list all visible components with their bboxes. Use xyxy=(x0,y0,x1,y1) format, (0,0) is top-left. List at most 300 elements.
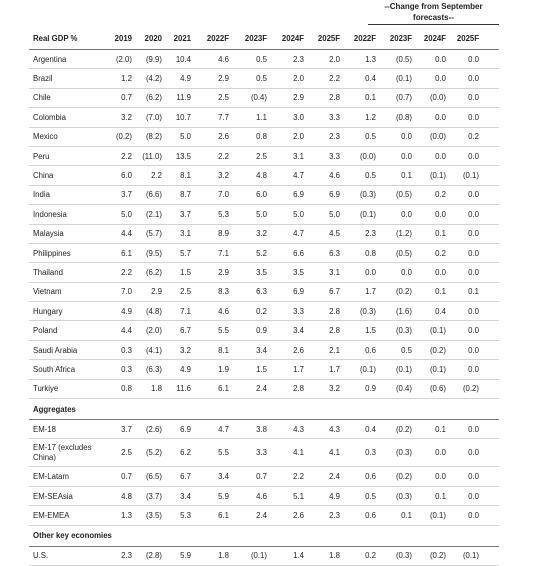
table-cell: 0.0 xyxy=(435,74,446,84)
row-label: Mexico xyxy=(33,132,58,142)
table-cell: 2.0 xyxy=(293,132,304,142)
table-cell: 1.5 xyxy=(256,364,267,374)
table-cell: 4.7 xyxy=(293,171,304,181)
table-cell: 0.6 xyxy=(365,472,376,482)
table-cell: 0.0 xyxy=(468,151,479,161)
table-cell: 6.0 xyxy=(256,190,267,200)
table-cell: (0.3) xyxy=(395,448,412,458)
table-cell: 0.1 xyxy=(365,93,376,103)
table-cell: 5.9 xyxy=(218,491,229,501)
table-cell: 2.2 xyxy=(218,151,229,161)
table-cell: (0.6) xyxy=(429,384,446,394)
table-cell: 2.1 xyxy=(329,345,340,355)
table-cell: (0.1) xyxy=(462,551,479,561)
table-cell: 11.9 xyxy=(176,93,191,103)
column-header-2025f: 2025F xyxy=(317,33,340,43)
table-cell: 0.4 xyxy=(435,306,446,316)
table-cell: 0.5 xyxy=(365,171,376,181)
table-row xyxy=(29,360,499,379)
table-cell: 5.2 xyxy=(256,248,267,258)
table-cell: 5.9 xyxy=(180,551,191,561)
row-label: India xyxy=(33,190,50,200)
table-cell: 6.1 xyxy=(218,384,229,394)
section-header-row xyxy=(29,526,499,547)
table-cell: 0.0 xyxy=(468,326,479,336)
table-cell: (0.1) xyxy=(429,510,446,520)
table-cell: (0.1) xyxy=(429,364,446,374)
table-cell: (5.2) xyxy=(145,448,162,458)
table-cell: 0.9 xyxy=(256,326,267,336)
table-cell: (0.3) xyxy=(395,326,412,336)
table-cell: (0.8) xyxy=(395,112,412,122)
table-row xyxy=(29,147,499,166)
table-cell: (0.1) xyxy=(462,171,479,181)
table-cell: 0.0 xyxy=(468,510,479,520)
table-cell: (8.2) xyxy=(145,132,162,142)
table-cell: 3.1 xyxy=(329,267,340,277)
row-label: Argentina xyxy=(33,54,67,64)
table-cell: 3.3 xyxy=(329,112,340,122)
table-cell: 0.1 xyxy=(468,287,479,297)
table-cell: (2.0) xyxy=(115,54,132,64)
row-label: Poland xyxy=(33,326,58,336)
table-cell: 1.2 xyxy=(365,112,376,122)
table-cell: (5.7) xyxy=(145,229,162,239)
table-cell: 1.5 xyxy=(180,267,191,277)
table-row xyxy=(29,89,499,108)
table-cell: 5.5 xyxy=(218,326,229,336)
row-label: Malaysia xyxy=(33,229,64,239)
table-cell: (0.0) xyxy=(429,93,446,103)
row-label: Brazil xyxy=(33,74,53,84)
table-cell: 1.7 xyxy=(293,364,304,374)
table-cell: 3.4 xyxy=(180,491,191,501)
table-cell: (3.7) xyxy=(145,491,162,501)
table-cell: 2.6 xyxy=(293,510,304,520)
table-cell: 0.3 xyxy=(121,364,132,374)
table-cell: 2.5 xyxy=(121,448,132,458)
table-cell: (3.5) xyxy=(145,510,162,520)
table-cell: (6.2) xyxy=(145,267,162,277)
table-cell: 0.2 xyxy=(256,306,267,316)
table-cell: (4.8) xyxy=(145,306,162,316)
table-cell: 10.7 xyxy=(175,112,191,122)
table-cell: (0.5) xyxy=(395,190,412,200)
table-cell: 0.1 xyxy=(435,287,446,297)
table-cell: (0.1) xyxy=(395,74,412,84)
table-cell: (0.1) xyxy=(359,209,376,219)
table-cell: 6.9 xyxy=(329,190,340,200)
table-cell: (6.5) xyxy=(145,472,162,482)
table-cell: 0.2 xyxy=(468,132,479,142)
table-row xyxy=(29,380,499,399)
table-cell: 3.2 xyxy=(256,229,267,239)
table-row xyxy=(29,302,499,321)
table-row xyxy=(29,547,499,566)
table-cell: (0.1) xyxy=(429,326,446,336)
column-header-row xyxy=(29,27,499,50)
table-row xyxy=(29,166,499,185)
table-cell: 1.1 xyxy=(256,112,267,122)
table-cell: (0.1) xyxy=(359,364,376,374)
column-header-2024f: 2024F xyxy=(281,33,304,43)
table-cell: 2.9 xyxy=(293,93,304,103)
table-cell: (1.2) xyxy=(395,229,412,239)
row-label: China xyxy=(33,171,54,181)
table-body xyxy=(29,50,499,566)
table-cell: 4.8 xyxy=(121,491,132,501)
table-row xyxy=(29,205,499,224)
table-cell: (9.5) xyxy=(145,248,162,258)
table-cell: 2.8 xyxy=(329,93,340,103)
table-cell: 4.6 xyxy=(218,306,229,316)
table-cell: 0.6 xyxy=(365,345,376,355)
column-header-change-2025f: 2025F xyxy=(456,33,479,43)
table-cell: 0.0 xyxy=(401,209,412,219)
row-label: U.S. xyxy=(33,551,49,561)
table-cell: 2.0 xyxy=(329,54,340,64)
table-cell: 3.2 xyxy=(218,171,229,181)
table-cell: 0.6 xyxy=(365,510,376,520)
table-cell: 4.9 xyxy=(180,74,191,84)
table-cell: 0.0 xyxy=(468,93,479,103)
table-cell: 1.5 xyxy=(365,326,376,336)
table-cell: 3.7 xyxy=(121,424,132,434)
table-cell: 1.7 xyxy=(365,287,376,297)
table-cell: 3.3 xyxy=(293,306,304,316)
table-cell: 4.6 xyxy=(218,54,229,64)
table-cell: 0.8 xyxy=(256,132,267,142)
table-cell: 0.0 xyxy=(468,267,479,277)
table-cell: 0.5 xyxy=(401,345,412,355)
table-cell: 2.2 xyxy=(121,267,132,277)
table-cell: 7.0 xyxy=(121,287,132,297)
table-cell: 3.4 xyxy=(256,345,267,355)
table-cell: 4.8 xyxy=(256,171,267,181)
table-cell: 0.3 xyxy=(121,345,132,355)
table-cell: (0.5) xyxy=(395,248,412,258)
table-cell: (0.2) xyxy=(462,384,479,394)
change-header-band xyxy=(29,0,499,27)
section-label: Other key economies xyxy=(33,531,112,541)
table-cell: 1.3 xyxy=(365,54,376,64)
row-label: South Africa xyxy=(33,364,76,374)
table-cell: 0.8 xyxy=(365,248,376,258)
table-cell: 0.5 xyxy=(256,54,267,64)
table-row xyxy=(29,439,499,467)
column-header-change-2023f: 2023F xyxy=(389,33,412,43)
table-cell: 6.7 xyxy=(180,326,191,336)
row-label: Hungary xyxy=(33,306,63,316)
table-cell: 6.9 xyxy=(180,424,191,434)
table-cell: (7.0) xyxy=(145,112,162,122)
table-cell: (0.2) xyxy=(429,551,446,561)
table-cell: 0.2 xyxy=(435,248,446,258)
table-row xyxy=(29,506,499,525)
row-label: Vietnam xyxy=(33,287,62,297)
table-row xyxy=(29,420,499,439)
table-cell: 7.1 xyxy=(180,306,191,316)
table-cell: (0.1) xyxy=(429,171,446,181)
table-cell: 0.0 xyxy=(401,132,412,142)
table-row xyxy=(29,263,499,282)
table-cell: 2.5 xyxy=(256,151,267,161)
table-cell: 2.4 xyxy=(256,384,267,394)
table-cell: 0.0 xyxy=(468,472,479,482)
table-row xyxy=(29,467,499,486)
table-cell: 0.0 xyxy=(435,448,446,458)
table-cell: 3.1 xyxy=(180,229,191,239)
table-cell: 4.9 xyxy=(180,364,191,374)
table-cell: (0.0) xyxy=(359,151,376,161)
table-cell: (0.3) xyxy=(359,190,376,200)
table-cell: 8.9 xyxy=(218,229,229,239)
table-cell: 2.9 xyxy=(151,287,162,297)
table-cell: 0.1 xyxy=(435,491,446,501)
row-label: Thailand xyxy=(33,267,63,277)
table-row xyxy=(29,186,499,205)
table-cell: (0.3) xyxy=(395,491,412,501)
table-cell: 4.3 xyxy=(329,424,340,434)
row-label: EM-SEAsia xyxy=(33,491,73,501)
gdp-table xyxy=(29,0,499,566)
table-cell: (9.9) xyxy=(145,54,162,64)
row-label: Colombia xyxy=(33,112,66,122)
table-cell: 8.1 xyxy=(218,345,229,355)
table-cell: 4.6 xyxy=(329,171,340,181)
row-label: EM-17 (excludes China) xyxy=(33,442,92,462)
table-cell: 2.9 xyxy=(218,267,229,277)
table-cell: 0.0 xyxy=(468,424,479,434)
table-cell: 1.4 xyxy=(293,551,304,561)
table-cell: 6.9 xyxy=(293,287,304,297)
table-cell: 3.3 xyxy=(256,448,267,458)
column-header-2022f: 2022F xyxy=(206,33,229,43)
table-cell: 0.0 xyxy=(435,267,446,277)
table-cell: 0.3 xyxy=(365,448,376,458)
table-cell: 0.0 xyxy=(401,267,412,277)
table-cell: 4.4 xyxy=(121,229,132,239)
table-cell: 2.3 xyxy=(121,551,132,561)
table-cell: 1.8 xyxy=(329,551,340,561)
table-cell: (4.2) xyxy=(145,74,162,84)
table-cell: 6.9 xyxy=(293,190,304,200)
table-cell: 5.0 xyxy=(293,209,304,219)
table-cell: 6.0 xyxy=(121,171,132,181)
table-cell: 5.0 xyxy=(329,209,340,219)
table-cell: 10.4 xyxy=(175,54,191,64)
table-cell: 0.0 xyxy=(468,74,479,84)
table-cell: 1.8 xyxy=(218,551,229,561)
row-label: Peru xyxy=(33,151,50,161)
column-header-2019: 2019 xyxy=(114,33,132,43)
table-cell: 5.1 xyxy=(293,491,304,501)
table-cell: 7.0 xyxy=(218,190,229,200)
table-cell: 0.0 xyxy=(435,54,446,64)
table-cell: 6.3 xyxy=(329,248,340,258)
column-header-change-2022f: 2022F xyxy=(353,33,376,43)
table-row xyxy=(29,244,499,263)
table-cell: 4.4 xyxy=(121,326,132,336)
table-row xyxy=(29,225,499,244)
table-cell: 7.1 xyxy=(218,248,229,258)
table-cell: 0.0 xyxy=(468,448,479,458)
table-cell: 2.2 xyxy=(293,472,304,482)
table-row xyxy=(29,128,499,147)
table-cell: 5.0 xyxy=(121,209,132,219)
table-cell: 3.4 xyxy=(293,326,304,336)
table-cell: 8.3 xyxy=(218,287,229,297)
table-cell: 11.6 xyxy=(176,384,191,394)
table-cell: 2.5 xyxy=(218,93,229,103)
table-cell: 0.0 xyxy=(468,190,479,200)
table-cell: 6.1 xyxy=(218,510,229,520)
table-cell: 1.3 xyxy=(121,510,132,520)
column-header-change-2024f: 2024F xyxy=(423,33,446,43)
table-cell: (0.7) xyxy=(395,93,412,103)
table-cell: 5.3 xyxy=(218,209,229,219)
table-cell: 0.0 xyxy=(435,472,446,482)
table-cell: 1.7 xyxy=(329,364,340,374)
table-cell: 2.8 xyxy=(329,306,340,316)
table-cell: (2.0) xyxy=(145,326,162,336)
table-cell: 5.7 xyxy=(180,248,191,258)
table-cell: (0.2) xyxy=(395,424,412,434)
table-cell: 4.7 xyxy=(218,424,229,434)
table-cell: 0.0 xyxy=(435,151,446,161)
table-cell: 2.6 xyxy=(293,345,304,355)
table-cell: 0.4 xyxy=(365,74,376,84)
row-label: Saudi Arabia xyxy=(33,345,78,355)
table-cell: 5.0 xyxy=(180,132,191,142)
table-cell: 6.6 xyxy=(293,248,304,258)
change-header-title: --Change from September forecasts-- xyxy=(384,2,483,22)
table-cell: 6.1 xyxy=(121,248,132,258)
table-cell: 3.8 xyxy=(256,424,267,434)
table-cell: 2.9 xyxy=(218,74,229,84)
table-cell: 4.3 xyxy=(293,424,304,434)
row-label: EM-Latam xyxy=(33,472,69,482)
table-cell: 0.0 xyxy=(468,345,479,355)
table-cell: 3.5 xyxy=(293,267,304,277)
table-cell: 0.0 xyxy=(435,112,446,122)
table-cell: 2.5 xyxy=(180,287,191,297)
table-cell: 4.7 xyxy=(293,229,304,239)
table-cell: (6.3) xyxy=(145,364,162,374)
table-cell: (0.3) xyxy=(395,551,412,561)
table-cell: 0.0 xyxy=(435,209,446,219)
row-label: Turkiye xyxy=(33,384,59,394)
table-cell: 3.2 xyxy=(180,345,191,355)
table-cell: 2.2 xyxy=(151,171,162,181)
table-cell: 2.2 xyxy=(329,74,340,84)
section-label: Aggregates xyxy=(33,404,76,414)
table-cell: 8.7 xyxy=(180,190,191,200)
table-cell: 2.8 xyxy=(293,384,304,394)
table-cell: 2.3 xyxy=(329,132,340,142)
table-cell: 0.0 xyxy=(468,248,479,258)
table-row xyxy=(29,69,499,88)
table-cell: 1.2 xyxy=(121,74,132,84)
table-cell: 3.5 xyxy=(256,267,267,277)
table-row xyxy=(29,283,499,302)
table-cell: 2.3 xyxy=(365,229,376,239)
table-cell: 1.9 xyxy=(218,364,229,374)
table-cell: 5.5 xyxy=(218,448,229,458)
table-cell: 4.9 xyxy=(121,306,132,316)
table-cell: (0.3) xyxy=(359,306,376,316)
table-cell: 4.5 xyxy=(329,229,340,239)
table-cell: 3.7 xyxy=(121,190,132,200)
table-cell: 0.2 xyxy=(435,190,446,200)
table-cell: 0.0 xyxy=(468,54,479,64)
table-cell: (6.6) xyxy=(145,190,162,200)
table-cell: 3.4 xyxy=(218,472,229,482)
table-cell: 2.3 xyxy=(293,54,304,64)
table-cell: 0.7 xyxy=(121,93,132,103)
table-cell: 2.2 xyxy=(121,151,132,161)
change-header-rule xyxy=(368,24,499,25)
table-cell: 3.0 xyxy=(293,112,304,122)
table-cell: 3.2 xyxy=(329,384,340,394)
table-cell: 0.7 xyxy=(121,472,132,482)
table-row xyxy=(29,50,499,69)
column-header-2023f: 2023F xyxy=(244,33,267,43)
table-cell: 0.9 xyxy=(365,384,376,394)
table-cell: 2.3 xyxy=(329,510,340,520)
table-cell: 2.6 xyxy=(218,132,229,142)
table-row xyxy=(29,108,499,127)
table-cell: 0.0 xyxy=(468,209,479,219)
table-cell: 0.5 xyxy=(365,132,376,142)
table-cell: 0.1 xyxy=(401,510,412,520)
column-header-2021: 2021 xyxy=(173,33,191,43)
table-cell: (0.1) xyxy=(395,364,412,374)
table-cell: (0.1) xyxy=(250,551,267,561)
table-cell: 6.7 xyxy=(180,472,191,482)
table-cell: 4.1 xyxy=(293,448,304,458)
table-cell: 8.1 xyxy=(180,171,191,181)
table-cell: 1.8 xyxy=(151,384,162,394)
table-cell: 3.1 xyxy=(293,151,304,161)
table-cell: 2.0 xyxy=(293,74,304,84)
table-cell: (1.6) xyxy=(395,306,412,316)
table-cell: 0.4 xyxy=(365,424,376,434)
row-label: Chile xyxy=(33,93,51,103)
table-row xyxy=(29,341,499,360)
table-cell: 0.1 xyxy=(435,229,446,239)
table-row xyxy=(29,321,499,340)
table-cell: (0.0) xyxy=(429,132,446,142)
table-cell: 3.2 xyxy=(121,112,132,122)
table-cell: 0.0 xyxy=(468,112,479,122)
table-cell: 0.0 xyxy=(401,151,412,161)
table-cell: (4.1) xyxy=(145,345,162,355)
table-cell: (0.2) xyxy=(395,472,412,482)
table-cell: 0.5 xyxy=(365,491,376,501)
table-cell: 0.0 xyxy=(468,364,479,374)
table-cell: (0.4) xyxy=(395,384,412,394)
table-cell: 5.0 xyxy=(256,209,267,219)
table-row xyxy=(29,487,499,506)
table-cell: (2.1) xyxy=(145,209,162,219)
table-cell: 0.0 xyxy=(468,306,479,316)
table-cell: 3.7 xyxy=(180,209,191,219)
table-cell: 0.1 xyxy=(435,424,446,434)
table-cell: (0.2) xyxy=(429,345,446,355)
table-cell: 6.7 xyxy=(329,287,340,297)
column-header-label: Real GDP % xyxy=(33,33,78,43)
